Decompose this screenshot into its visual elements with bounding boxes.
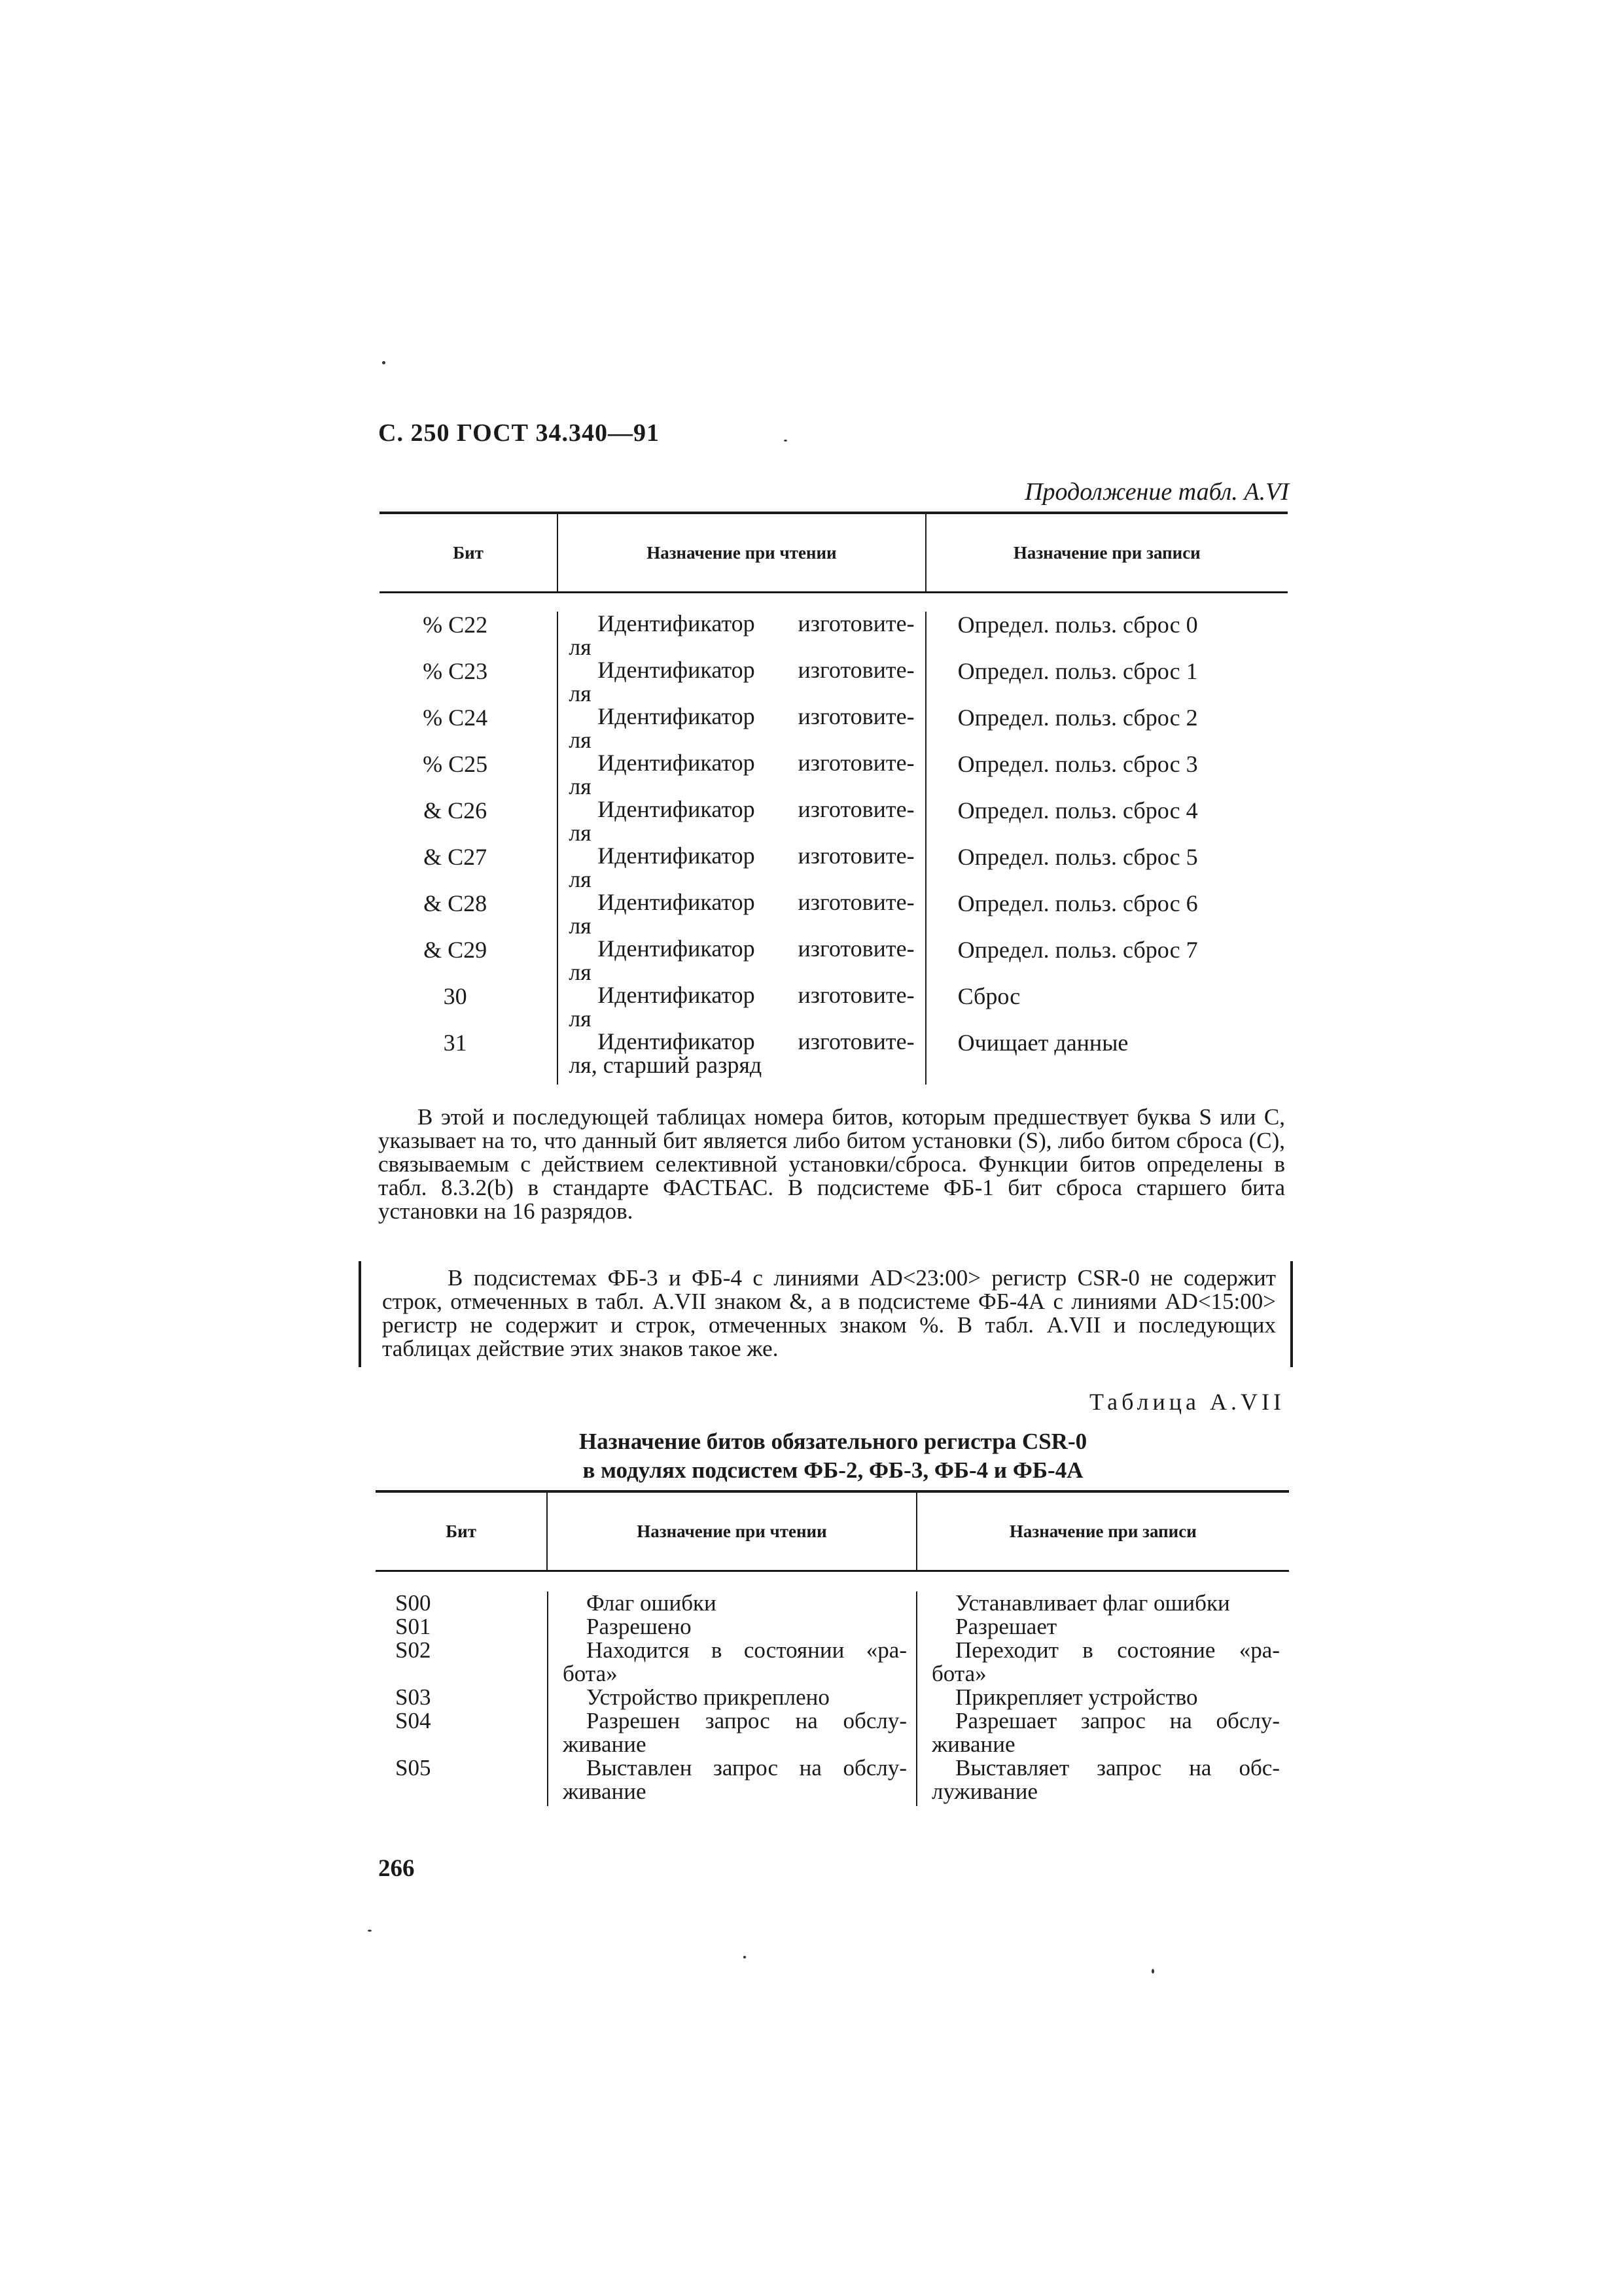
- read-cell: Устройство прикреплено: [586, 1684, 830, 1710]
- table-title-line: в модулях подсистем ФБ-2, ФБ-3, ФБ-4 и ФБ-4А: [582, 1457, 1084, 1483]
- bit-cell: S01: [395, 1614, 431, 1639]
- table-a7-title: [380, 1427, 1286, 1485]
- write-cell: Прикрепляет устройство: [955, 1684, 1198, 1710]
- write-cell: Переходит в состояние «ра- бота»: [932, 1637, 1280, 1686]
- table-a7: [376, 1490, 1289, 1806]
- bit-cell: S03: [395, 1684, 431, 1710]
- read-cell: Идентификатор изготовите- ля: [569, 750, 915, 799]
- read-column: [547, 1592, 916, 1806]
- read-cell: Находится в состоянии «ра- бота»: [563, 1637, 907, 1686]
- bit-cell: & С28: [423, 890, 487, 916]
- table-header-row: [376, 1493, 1289, 1572]
- bit-cell: S00: [395, 1590, 431, 1616]
- write-cell: Определ. польз. сброс 1: [957, 658, 1198, 684]
- bit-cell: % С25: [423, 751, 488, 777]
- bit-cell: 31: [443, 1030, 467, 1056]
- bit-cell: & С27: [423, 844, 487, 870]
- scan-speck: [382, 361, 385, 364]
- bit-cell: & С29: [423, 937, 487, 963]
- scan-speck: [743, 1956, 746, 1958]
- bit-cell: 30: [443, 983, 467, 1009]
- write-cell: Определ. польз. сброс 5: [957, 844, 1198, 870]
- column-header-read: Назначение при чтении: [546, 1493, 915, 1570]
- page-number: 266: [378, 1855, 415, 1882]
- table-a7-label: Таблица A.VII: [1089, 1389, 1285, 1415]
- write-column: [925, 612, 1288, 1085]
- write-column: [916, 1592, 1289, 1806]
- bit-cell: % С22: [423, 612, 488, 638]
- column-header-read: Назначение при чтении: [557, 514, 925, 591]
- table-a6-continuation: [380, 512, 1288, 1085]
- write-cell: Определ. польз. сброс 6: [957, 890, 1198, 916]
- scan-speck: [784, 440, 787, 442]
- write-cell: Очищает данные: [957, 1030, 1129, 1056]
- read-cell: Идентификатор изготовите- ля: [569, 982, 915, 1032]
- read-cell: Разрешено: [586, 1614, 692, 1639]
- read-cell: Идентификатор изготовите- ля: [569, 889, 915, 939]
- bit-cell: S02: [395, 1637, 431, 1663]
- explanation-paragraph: В этой и последующей таблицах номера битов, которым предшествует буква S или С, указывает на то, что данный бит является либо битом установки (S), либо битом сброса (С), связываемым с действием селективной установки/сброса. Функции битов определены в табл. 8.3.2(b) в стандарте ФАСТБАС. В подсистеме ФБ-1 бит сброса старшего бита установки на 16 разрядов.: [378, 1104, 1285, 1224]
- write-cell: Определ. польз. сброс 3: [957, 751, 1198, 777]
- bit-cell: % С24: [423, 704, 488, 731]
- read-cell: Идентификатор изготовите- ля: [569, 935, 915, 985]
- bit-cell: S05: [395, 1755, 431, 1781]
- read-cell: Разрешен запрос на обслу- живание: [563, 1708, 907, 1757]
- table-body: [376, 1572, 1289, 1806]
- write-cell: Определ. польз. сброс 0: [957, 612, 1198, 638]
- scan-speck: [1152, 1969, 1154, 1974]
- bit-cell: S04: [395, 1708, 431, 1733]
- column-header-bit: Бит: [446, 1521, 476, 1541]
- column-header-bit: Бит: [453, 542, 484, 563]
- boxed-note: В подсистемах ФБ-3 и ФБ-4 с линиями AD<23:00> регистр CSR-0 не содержит строк, отмеченных в табл. A.VII знаком &, а в подсистеме ФБ-4А с линиями AD<15:00> регистр не содержит и строк, отмеченных знаком %. В табл. A.VII и последующих таблицах действие этих знаков такое же.: [359, 1261, 1293, 1367]
- table-header-row: [380, 514, 1288, 593]
- table-body: [380, 593, 1288, 1085]
- write-cell: Выставляет запрос на обс- луживание: [932, 1755, 1280, 1804]
- bit-cell: & С26: [423, 797, 487, 824]
- table-title-line: Назначение битов обязательного регистра CSR-0: [578, 1429, 1087, 1454]
- write-cell: Определ. польз. сброс 7: [957, 937, 1198, 963]
- column-header-write: Назначение при записи: [925, 514, 1288, 591]
- write-cell: Разрешает запрос на обслу- живание: [932, 1708, 1280, 1757]
- read-cell: Выставлен запрос на обслу- живание: [563, 1755, 907, 1804]
- read-cell: Флаг ошибки: [586, 1590, 716, 1616]
- read-cell: Идентификатор изготовите- ля: [569, 610, 915, 660]
- write-cell: Разрешает: [955, 1614, 1057, 1639]
- write-cell: Определ. польз. сброс 2: [957, 704, 1198, 731]
- bit-column: [380, 612, 557, 1085]
- write-cell: Определ. польз. сброс 4: [957, 797, 1198, 824]
- read-cell: Идентификатор изготовите- ля: [569, 843, 915, 892]
- bit-cell: % С23: [423, 658, 488, 684]
- bit-column: [376, 1592, 547, 1806]
- read-cell: Идентификатор изготовите- ля: [569, 703, 915, 753]
- read-cell: Идентификатор изготовите- ля: [569, 796, 915, 846]
- read-cell: Идентификатор изготовите- ля, старший разряд: [569, 1028, 915, 1078]
- table-continuation-label: Продолжение табл. А.VI: [1025, 478, 1289, 506]
- write-cell: Сброс: [957, 983, 1021, 1009]
- page-header: С. 250 ГОСТ 34.340—91: [378, 419, 660, 447]
- read-cell: Идентификатор изготовите- ля: [569, 657, 915, 706]
- read-column: [557, 612, 925, 1085]
- column-header-write: Назначение при записи: [916, 1493, 1289, 1570]
- scan-speck: [368, 1930, 372, 1932]
- write-cell: Устанавливает флаг ошибки: [955, 1590, 1230, 1616]
